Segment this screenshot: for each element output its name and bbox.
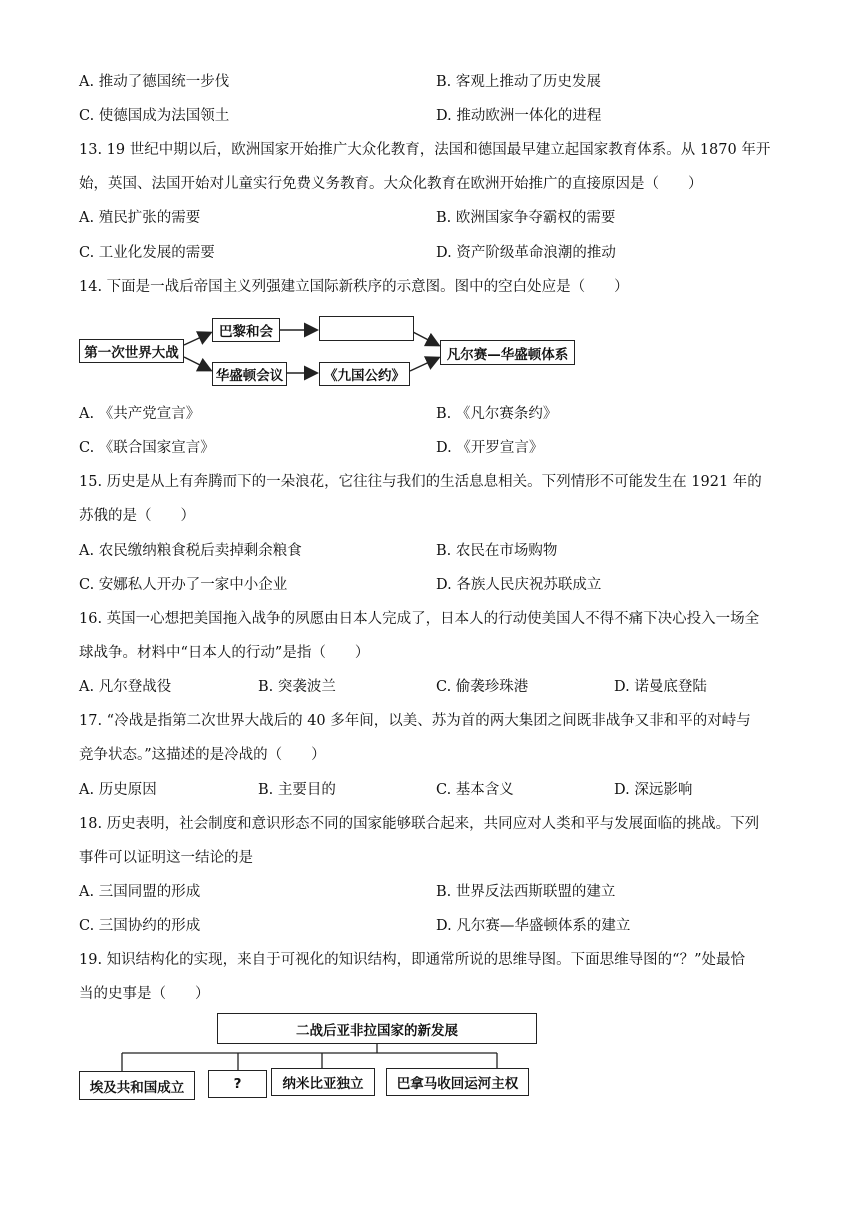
q19-child-unknown: ? xyxy=(208,1070,267,1098)
q17-option-c: C. 基本含义 xyxy=(436,782,514,798)
q16-option-a: A. 凡尔登战役 xyxy=(79,679,172,695)
q18-option-d: D. 凡尔赛—华盛顿体系的建立 xyxy=(436,918,631,934)
q18-stem-line2: 事件可以证明这一结论的是 xyxy=(79,850,253,866)
q14-box-nine-power-treaty: 《九国公约》 xyxy=(319,362,410,386)
q16-option-d: D. 诺曼底登陆 xyxy=(614,679,707,695)
q14-option-a: A. 《共产党宣言》 xyxy=(79,406,201,422)
q12-option-b: B. 客观上推动了历史发展 xyxy=(436,74,601,90)
q16-option-b: B. 突袭波兰 xyxy=(258,679,336,695)
q15-option-a: A. 农民缴纳粮食税后卖掉剩余粮食 xyxy=(79,543,302,559)
q19-child-panama: 巴拿马收回运河主权 xyxy=(386,1068,529,1096)
q14-stem-line1: 14. 下面是一战后帝国主义列强建立国际新秩序的示意图。图中的空白处应是（ ） xyxy=(79,279,629,295)
q16-stem-line1: 16. 英国一心想把美国拖入战争的夙愿由日本人完成了，日本人的行动使美国人不得不痛下决心投入一场全 xyxy=(79,611,760,627)
q15-stem-line1: 15. 历史是从上有奔腾而下的一朵浪花，它往往与我们的生活息息相关。下列情形不可能发生在 1921 年的 xyxy=(79,474,762,490)
q18-option-a: A. 三国同盟的形成 xyxy=(79,884,201,900)
q17-option-a: A. 历史原因 xyxy=(79,782,157,798)
q12-option-d: D. 推动欧洲一体化的进程 xyxy=(436,108,602,124)
q13-option-c: C. 工业化发展的需要 xyxy=(79,245,215,261)
q15-stem-line2: 苏俄的是（ ） xyxy=(79,508,195,524)
q15-option-b: B. 农民在市场购物 xyxy=(436,543,558,559)
q14-option-d: D. 《开罗宣言》 xyxy=(436,440,544,456)
q14-box-blank xyxy=(319,316,414,341)
q17-stem-line2: 竞争状态。”这描述的是冷战的（ ） xyxy=(79,747,326,763)
q13-option-a: A. 殖民扩张的需要 xyxy=(79,210,201,226)
q14-box-ww1: 第一次世界大战 xyxy=(79,339,184,363)
q15-option-c: C. 安娜私人开办了一家中小企业 xyxy=(79,577,288,593)
q13-stem-line1: 13. 19 世纪中期以后，欧洲国家开始推广大众化教育，法国和德国最早建立起国家教育体系。从 1870 年开 xyxy=(79,142,771,158)
q12-option-c: C. 使德国成为法国领土 xyxy=(79,108,230,124)
q14-box-washington-conference: 华盛顿会议 xyxy=(212,362,287,386)
q14-box-versailles-washington-system: 凡尔赛—华盛顿体系 xyxy=(440,340,575,365)
q14-box-paris-conference: 巴黎和会 xyxy=(212,318,280,342)
q17-option-b: B. 主要目的 xyxy=(258,782,336,798)
q14-option-b: B. 《凡尔赛条约》 xyxy=(436,406,558,422)
q19-root-box: 二战后亚非拉国家的新发展 xyxy=(217,1013,537,1044)
q19-child-egypt: 埃及共和国成立 xyxy=(79,1071,195,1100)
q14-option-c: C. 《联合国家宣言》 xyxy=(79,440,215,456)
q18-stem-line1: 18. 历史表明，社会制度和意识形态不同的国家能够联合起来，共同应对人类和平与发展面临的挑战。下列 xyxy=(79,816,760,832)
q13-stem-line2: 始，英国、法国开始对儿童实行免费义务教育。大众化教育在欧洲开始推广的直接原因是（ ） xyxy=(79,176,703,192)
q15-option-d: D. 各族人民庆祝苏联成立 xyxy=(436,577,602,593)
q16-option-c: C. 偷袭珍珠港 xyxy=(436,679,529,695)
q12-option-a: A. 推动了德国统一步伐 xyxy=(79,74,230,90)
q19-stem-line1: 19. 知识结构化的实现，来自于可视化的知识结构，即通常所说的思维导图。下面思维导图的“？”处最恰 xyxy=(79,952,745,968)
q19-stem-line2: 当的史事是（ ） xyxy=(79,986,210,1002)
q18-option-c: C. 三国协约的形成 xyxy=(79,918,201,934)
q16-stem-line2: 球战争。材料中“日本人的行动”是指（ ） xyxy=(79,645,370,661)
q19-child-namibia: 纳米比亚独立 xyxy=(271,1068,375,1096)
q13-option-d: D. 资产阶级革命浪潮的推动 xyxy=(436,245,616,261)
q17-stem-line1: 17. “冷战是指第二次世界大战后的 40 多年间，以美、苏为首的两大集团之间既非战争又非和平的对峙与 xyxy=(79,713,751,729)
q13-option-b: B. 欧洲国家争夺霸权的需要 xyxy=(436,210,616,226)
q17-option-d: D. 深远影响 xyxy=(614,782,693,798)
q18-option-b: B. 世界反法西斯联盟的建立 xyxy=(436,884,616,900)
